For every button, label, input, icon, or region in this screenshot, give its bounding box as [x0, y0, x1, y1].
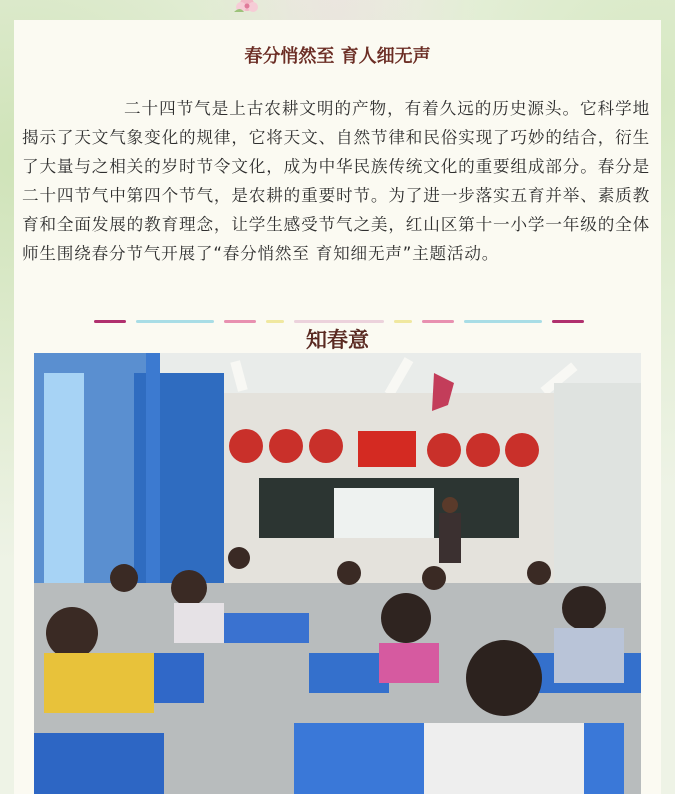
- section-title: 知春意: [306, 328, 369, 352]
- classroom-photo-icon: [34, 353, 641, 794]
- divider-segment: [94, 320, 126, 323]
- divider-segment: [136, 320, 214, 323]
- flower-decoration-icon: [232, 0, 262, 16]
- article-card: [14, 20, 661, 794]
- divider-segment: [422, 320, 454, 323]
- divider-segment: [394, 320, 412, 323]
- divider-segment: [266, 320, 284, 323]
- divider-segment: [552, 320, 584, 323]
- article-paragraph: 二十四节气是上古农耕文明的产物，有着久远的历史源头。它科学地揭示了天文气象变化的规律，它将天文、自然节律和民俗实现了巧妙的结合，衍生了大量与之相关的岁时节令文化，成为中华民族传统文化的重要组成部分。春分是二十四节气中第四个节气，是农耕的重要时节。为了进一步落实五育并举、素质教育和全面发展的教育理念，让学生感受节气之美，红山区第十一小学一年级的全体师生围绕春分节气开展了“春分悄然至 育知细无声”主题活动。: [22, 99, 650, 263]
- classroom-photo: [34, 353, 641, 794]
- divider-segment: [224, 320, 256, 323]
- divider-segment: [464, 320, 542, 323]
- article-title: 春分悄然至 育人细无声: [244, 46, 431, 67]
- divider-segment: [294, 320, 384, 323]
